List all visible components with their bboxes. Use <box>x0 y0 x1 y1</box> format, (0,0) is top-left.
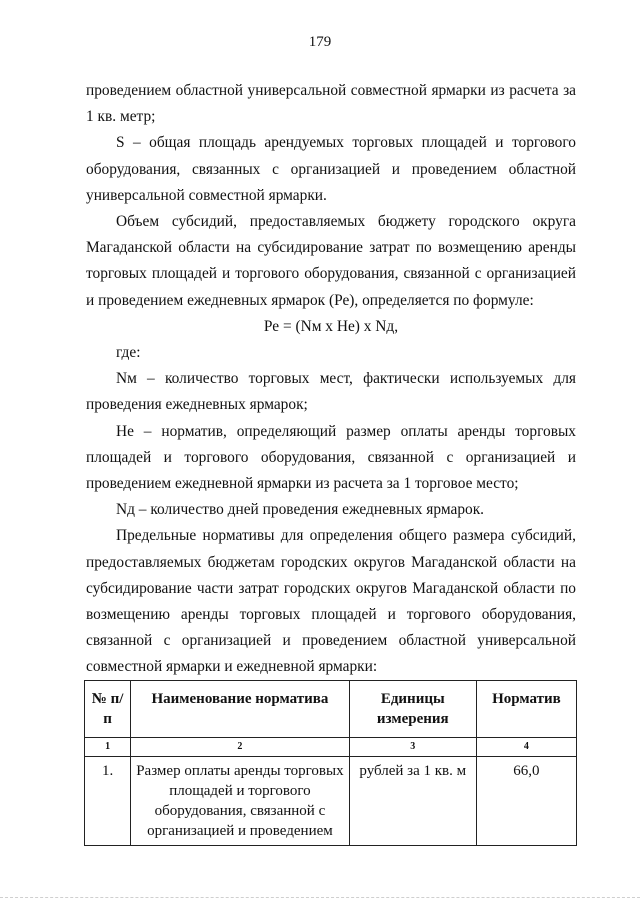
column-number-2: 2 <box>131 738 350 757</box>
column-number-1: 1 <box>85 738 131 757</box>
row-number: 1. <box>85 757 131 846</box>
header-norm-value: Норматив <box>476 681 576 738</box>
formula: Ре = (Nм х Не) х Nд, <box>263 317 399 335</box>
body-text <box>86 78 576 681</box>
paragraph-nm-definition: Nм – количество торговых мест, фактически используемых для проведения ежедневных ярмарок; <box>86 370 576 414</box>
paragraph-continuation: проведением областной универсальной совместной ярмарки из расчета за 1 кв. метр; <box>86 82 576 126</box>
table-header-row <box>85 681 577 738</box>
page-number: 179 <box>308 34 332 50</box>
row-norm-name: Размер оплаты аренды торговых площадей и торгового оборудования, связанной с организацией и проведением <box>131 757 350 846</box>
header-norm-name: Наименование норматива <box>131 681 350 738</box>
table-column-numbers-row <box>85 738 577 757</box>
paragraph-s-definition: S – общая площадь арендуемых торговых площадей и торгового оборудования, связанных с организацией и проведением областной универсальной совместной ярмарки. <box>86 134 576 204</box>
paragraph-limit-norms: Предельные нормативы для определения общего размера субсидий, предоставляемых бюджетам городских округов Магаданской области на субсидирование части затрат городских округов Магаданской области по возмещению аренды торговых площадей и торгового оборудования, связанной с организацией и проведением областной универсальной совместной ярмарки и ежедневной ярмарки: <box>86 527 576 676</box>
paragraph-ne-definition: Не – норматив, определяющий размер оплаты аренды торговых площадей и торгового оборудования, связанной с организацией и проведением ежедневной ярмарки из расчета за 1 торговое место; <box>86 422 576 493</box>
paragraph-subsidy-volume: Объем субсидий, предоставляемых бюджету городского округа Магаданской области на субсидирование затрат по возмещению аренды торговых площадей и торгового оборудования, связанной с организацией и проведением ежедневных ярмарок (Ре), определяется по формуле: <box>86 213 576 309</box>
paragraph-nd-definition: Nд – количество дней проведения ежедневных ярмарок. <box>116 501 485 519</box>
column-number-3: 3 <box>349 738 476 757</box>
page-bottom-edge <box>0 897 640 898</box>
row-norm-value: 66,0 <box>476 757 576 846</box>
table-row <box>85 757 577 846</box>
row-unit: рублей за 1 кв. м <box>349 757 476 846</box>
header-number: № п/п <box>85 681 131 738</box>
column-number-4: 4 <box>476 738 576 757</box>
header-unit: Единицы измерения <box>349 681 476 738</box>
paragraph-where: где: <box>116 344 141 362</box>
norms-table <box>84 680 577 846</box>
